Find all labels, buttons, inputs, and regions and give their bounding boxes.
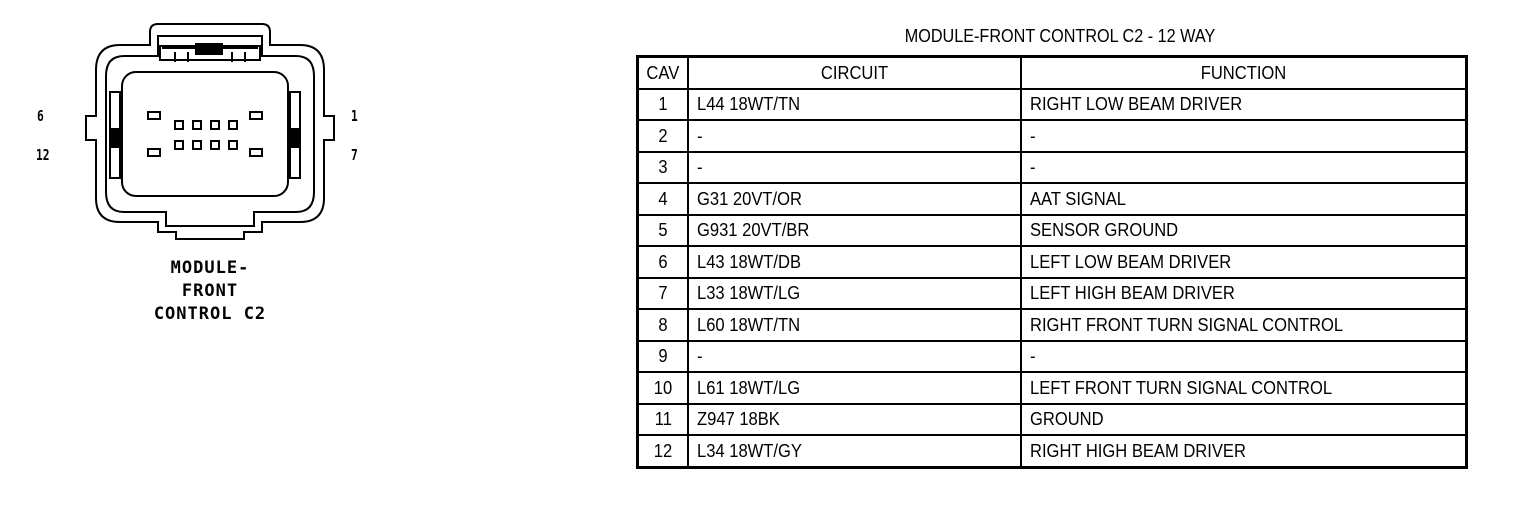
connector-module-label [110,257,310,326]
header-circuit: CIRCUIT [688,57,1021,89]
table-row [638,246,1467,278]
cell-circuit: G31 20VT/OR [688,183,1021,215]
cavity-8 [229,141,237,149]
cell-circuit: L60 18WT/TN [688,309,1021,341]
pin-label-6: 6 [37,107,44,125]
cell-function: LEFT LOW BEAM DRIVER [1021,246,1467,278]
right-rail-clip [290,128,300,148]
cell-cav: 6 [638,246,689,278]
table-row [638,278,1467,310]
cell-circuit: Z947 18BK [688,404,1021,436]
cell-circuit: L43 18WT/DB [688,246,1021,278]
cavity-7 [250,149,262,156]
table-row [638,89,1467,121]
cell-cav: 9 [638,341,689,373]
table-row [638,120,1467,152]
cell-function: - [1021,152,1467,184]
header-function: FUNCTION [1021,57,1467,89]
table-row [638,372,1467,404]
cell-function: AAT SIGNAL [1021,183,1467,215]
pinout-table [636,55,1468,469]
latch-tab [196,44,222,54]
table-title: MODULE-FRONT CONTROL C2 - 12 WAY [904,26,1216,46]
cell-cav: 11 [638,404,689,436]
cell-circuit: G931 20VT/BR [688,215,1021,247]
cell-function: GROUND [1021,404,1467,436]
cell-function: LEFT FRONT TURN SIGNAL CONTROL [1021,372,1467,404]
cell-circuit: L33 18WT/LG [688,278,1021,310]
cell-function: SENSOR GROUND [1021,215,1467,247]
pin-label-7: 7 [351,146,358,164]
cavity-4 [193,121,201,129]
connector-drawing [0,0,420,260]
cell-circuit: - [688,341,1021,373]
cell-cav: 4 [638,183,689,215]
connector-housing-inner [106,36,314,226]
table-body [638,89,1467,468]
cell-cav: 7 [638,278,689,310]
cavity-10 [193,141,201,149]
header-cav: CAV [638,57,689,89]
table-row [638,404,1467,436]
cell-circuit: L44 18WT/TN [688,89,1021,121]
cell-cav: 10 [638,372,689,404]
table-row [638,152,1467,184]
module-label-line: FRONT [181,281,239,301]
cell-cav: 3 [638,152,689,184]
cell-cav: 12 [638,435,689,467]
cell-function: - [1021,341,1467,373]
table-header-row [638,57,1467,89]
cavity-1 [250,112,262,119]
left-rail-clip [110,128,120,148]
cell-function: RIGHT HIGH BEAM DRIVER [1021,435,1467,467]
table-row [638,309,1467,341]
table-row [638,183,1467,215]
module-label-line: CONTROL C2 [153,304,267,324]
cell-function: RIGHT FRONT TURN SIGNAL CONTROL [1021,309,1467,341]
cell-cav: 1 [638,89,689,121]
cell-circuit: L34 18WT/GY [688,435,1021,467]
cell-circuit: - [688,120,1021,152]
cavity-9 [211,141,219,149]
cell-cav: 2 [638,120,689,152]
cavity-11 [175,141,183,149]
table-row [638,435,1467,467]
cavity-3 [211,121,219,129]
table-row [638,215,1467,247]
cell-circuit: L61 18WT/LG [688,372,1021,404]
pin-label-1: 1 [351,107,358,125]
cell-cav: 8 [638,309,689,341]
cell-function: RIGHT LOW BEAM DRIVER [1021,89,1467,121]
table-row [638,341,1467,373]
cell-circuit: - [688,152,1021,184]
cavity-12 [148,149,160,156]
pin-label-12: 12 [36,146,50,164]
cavity-5 [175,121,183,129]
cell-function: - [1021,120,1467,152]
cavity-2 [229,121,237,129]
cell-function: LEFT HIGH BEAM DRIVER [1021,278,1467,310]
cavity-6 [148,112,160,119]
module-label-line: MODULE- [170,258,250,278]
cell-cav: 5 [638,215,689,247]
cavity-face [122,72,288,196]
